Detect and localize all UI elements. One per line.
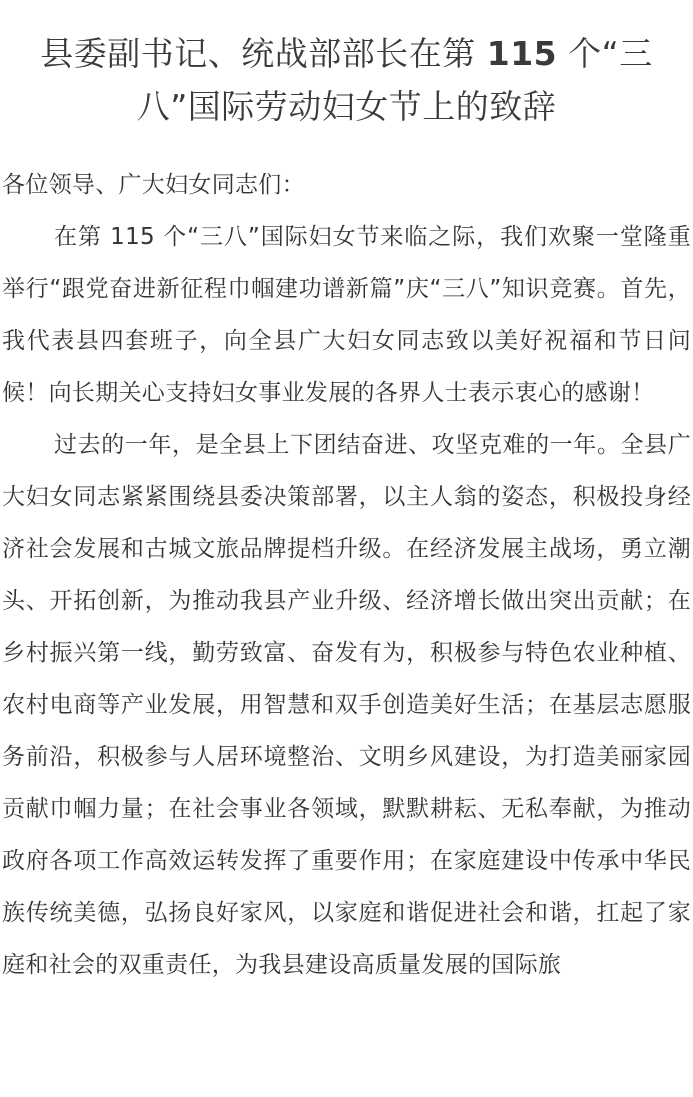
title-number: 115: [486, 34, 558, 73]
article-body: [0, 159, 693, 991]
paragraph-2: 过去的一年，是全县上下团结奋进、攻坚克难的一年。全县广大妇女同志紧紧围绕县委决策部署，以主人翁的姿态，积极投身经济社会发展和古城文旅品牌提档升级。在经济发展主战场，勇立潮头、开拓创新，为推动我县产业升级、经济增长做出突出贡献；在乡村振兴第一线，勤劳致富、奋发有为，积极参与特色农业种植、农村电商等产业发展，用智慧和双手创造美好生活；在基层志愿服务前沿，积极参与人居环境整治、文明乡风建设，为打造美丽家园贡献巾帼力量；在社会事业各领域，默默耕耘、无私奉献，为推动政府各项工作高效运转发挥了重要作用；在家庭建设中传承中华民族传统美德，弘扬良好家风，以家庭和谐促进社会和谐，扛起了家庭和社会的双重责任，为我县建设高质量发展的国际旅: [2, 432, 691, 978]
title-part-1: 县委副书记、统战部部长在第: [40, 34, 487, 73]
paragraph-1: 在第 115 个“三八”国际妇女节来临之际，我们欢聚一堂隆重举行“跟党奋进新征程巾帼建功谱新篇”庆“三八”知识竞赛。首先，我代表县四套班子，向全县广大妇女同志致以美好祝福和节日问候！向长期关心支持妇女事业发展的各界人士表示衷心的感谢！: [2, 224, 691, 406]
title-part-2: 个“三八”国际劳动妇女节上的致辞: [136, 34, 653, 126]
salutation: 各位领导、广大妇女同志们：: [2, 172, 305, 198]
article-title: [0, 27, 693, 133]
